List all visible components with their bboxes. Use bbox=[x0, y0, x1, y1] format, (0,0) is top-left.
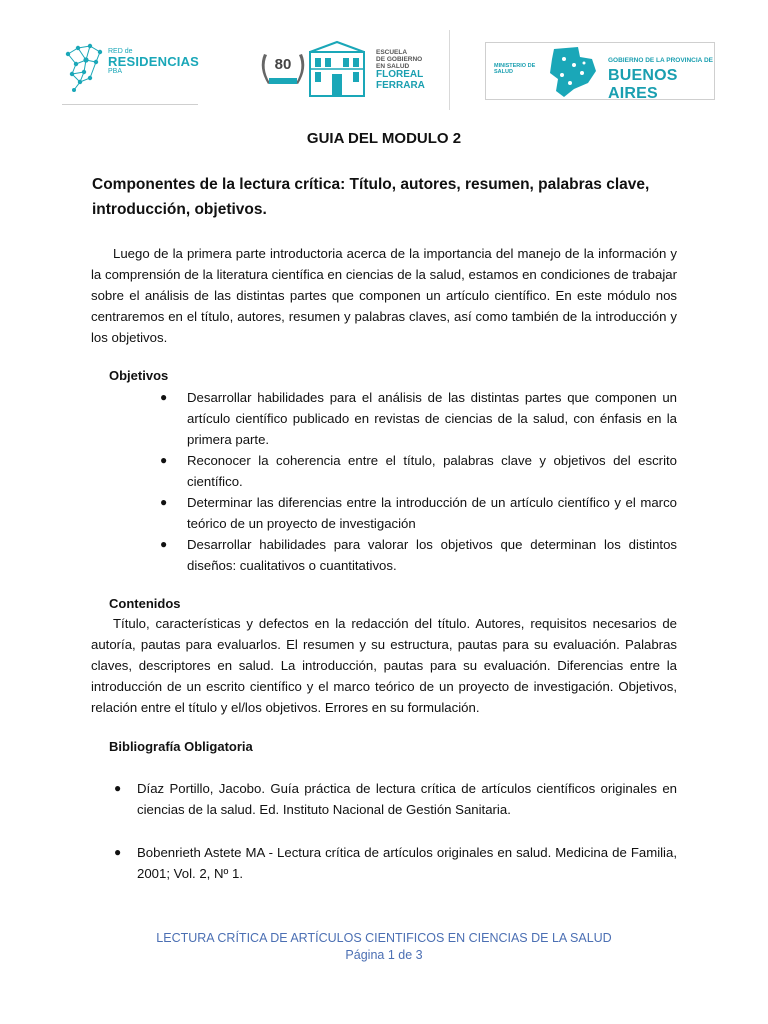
escuela-line3: EN SALUD bbox=[376, 62, 410, 70]
list-item: ● Determinar las diferencias entre la introducción de un artículo científico y el marco teórico de un proyecto de investigación bbox=[160, 495, 677, 531]
list-item: ● Desarrollar habilidades para el análisis de las distintas partes que componen un artículo científico publicado en revistas de ciencias de la salud, con énfasis en la primera parte. bbox=[160, 390, 677, 447]
network-map-icon bbox=[62, 42, 106, 92]
escuela-gobierno-logo bbox=[258, 40, 438, 102]
section-subtitle: Componentes de la lectura crítica: Título, autores, resumen, palabras clave, introducción, objetivos. bbox=[92, 176, 650, 218]
header-separator bbox=[449, 30, 450, 110]
list-item: ● Reconocer la coherencia entre el título, palabras clave y objetivos del escrito científico. bbox=[160, 453, 677, 489]
contents-paragraph: Título, características y defectos en la redacción del título. Autores, requisitos necesarios de autoría, pautas para evaluarlos. El resumen y su estructura, pautas para su evaluación. Palabras claves, descriptores en salud. La introducción, pautas para su evaluación. Diferencias entre la introducción de un escrito científico y el marco teórico de un proyecto de investigación. Objetivos, relación entre el título y el/los objetivos. Errores en su formulación. bbox=[91, 616, 677, 715]
objectives-list bbox=[160, 387, 677, 576]
header-underline bbox=[62, 104, 198, 105]
objective-text: Desarrollar habilidades para el análisis de las distintas partes que componen un artículo científico publicado en revistas de ciencias de la salud, con énfasis en la primera parte. bbox=[187, 390, 677, 447]
page-number: Página 1 de 3 bbox=[345, 948, 423, 962]
province-name: BUENOS AIRES bbox=[608, 67, 678, 102]
list-item: ● Bobenrieth Astete MA - Lectura crítica de artículos originales en salud. Medicina de Familia, 2001; Vol. 2, Nº 1. bbox=[114, 845, 677, 881]
intro-paragraph: Luego de la primera parte introductoria acerca de la importancia del manejo de la información y la comprensión de la literatura científica en ciencias de la salud, estamos en condiciones de trabajar sobre el análisis de las distintas partes que componen un artículo científico. En este módulo nos centraremos en el título, autores, resumen y palabras claves, así como también de la introducción y los objetivos. bbox=[91, 246, 677, 345]
red-residencias-logo bbox=[62, 40, 202, 106]
ministry-label: MINISTERIO DE SALUD bbox=[494, 63, 536, 76]
bibliography-list bbox=[114, 778, 677, 884]
bibliography-entry: Díaz Portillo, Jacobo. Guía práctica de lectura crítica de artículos científicos originales en ciencias de la salud. Ed. Instituto Nacional de Gestión Sanitaria. bbox=[137, 781, 677, 817]
objective-text: Desarrollar habilidades para valorar los objetivos que determinan los distintos diseños: cualitativos o cuantitativos. bbox=[187, 537, 677, 573]
anniversary-badge: 80 bbox=[274, 56, 292, 73]
bibliography-entry: Bobenrieth Astete MA - Lectura crítica de artículos originales en salud. Medicina de Familia, 2001; Vol. 2, Nº 1. bbox=[137, 845, 677, 881]
footer-title: LECTURA CRÍTICA DE ARTÍCULOS CIENTIFICOS EN CIENCIAS DE LA SALUD bbox=[156, 931, 612, 945]
objective-text: Determinar las diferencias entre la introducción de un artículo científico y el marco teórico de un proyecto de investigación bbox=[187, 495, 677, 531]
logo-red-line2: RESIDENCIAS bbox=[108, 54, 200, 69]
province-map-icon bbox=[544, 45, 604, 99]
objectives-heading: Objetivos bbox=[109, 368, 169, 383]
objective-text: Reconocer la coherencia entre el título, palabras clave y objetivos del escrito científico. bbox=[187, 453, 677, 489]
list-item: ● Desarrollar habilidades para valorar los objetivos que determinan los distintos diseños: cualitativos o cuantitativos. bbox=[160, 537, 677, 573]
bibliography-heading: Bibliografía Obligatoria bbox=[109, 739, 253, 754]
escuela-line4: FLOREAL bbox=[376, 69, 424, 81]
page-title: GUIA DEL MODULO 2 bbox=[306, 130, 462, 147]
gov-label: GOBIERNO DE LA PROVINCIA DE bbox=[608, 57, 713, 64]
list-item: ● Díaz Portillo, Jacobo. Guía práctica de lectura crítica de artículos científicos originales en ciencias de la salud. Ed. Instituto Nacional de Gestión Sanitaria. bbox=[114, 781, 677, 817]
escuela-line5: FERRARA bbox=[376, 79, 425, 91]
buenos-aires-logo bbox=[485, 42, 715, 100]
contents-heading: Contenidos bbox=[109, 596, 181, 611]
logo-red-line3: PBA bbox=[108, 68, 123, 75]
escuela-line1: ESCUELA bbox=[376, 49, 408, 56]
escuela-line2: DE GOBIERNO bbox=[376, 55, 423, 63]
logo-red-line1: RED de bbox=[108, 48, 133, 55]
